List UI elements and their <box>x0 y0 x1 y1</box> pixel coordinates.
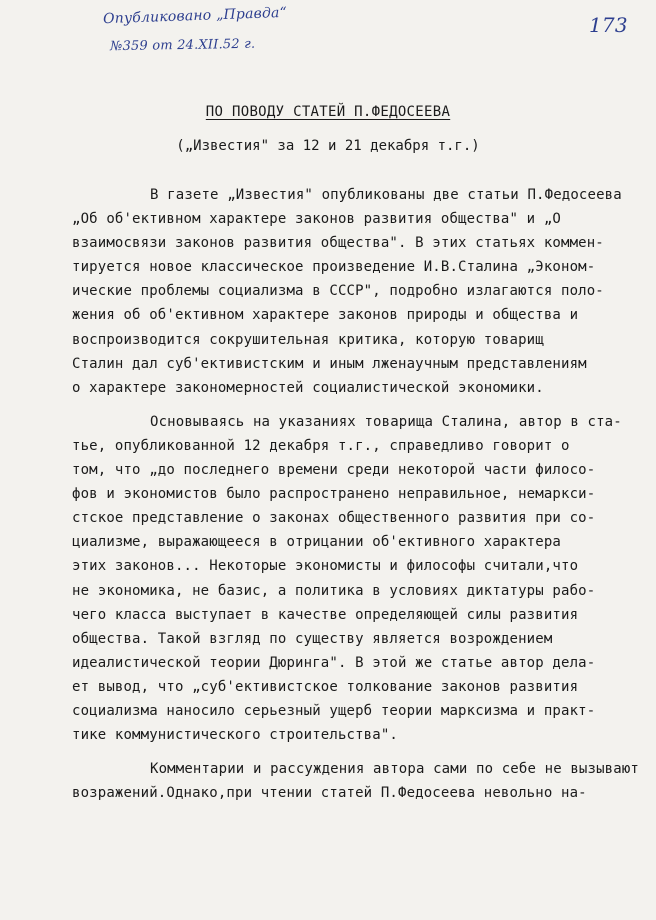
paragraph-1-line-8: Сталин дал суб'ективистским и иным лженаучным представлениям <box>72 355 587 372</box>
paragraph-2-line-13: социализма наносило серьезный ущерб теории марксизма и практ- <box>72 702 596 719</box>
document-subtitle: („Известия" за 12 и 21 декабря т.г.) <box>176 138 480 154</box>
paragraph-2-line-14: тике коммунистического строительства". <box>72 727 398 744</box>
paragraph-2-line-10: общества. Такой взгляд по существу является возрождением <box>72 630 553 647</box>
paragraph-2-line-1: Основываясь на указаниях товарища Сталина, автор в ста- <box>150 413 622 430</box>
paragraph-2-line-3: том, что „до последнего времени среди некоторой части филосо- <box>72 462 596 479</box>
paragraph-1-line-5: ические проблемы социализма в СССР", подробно излагаются поло- <box>72 283 604 300</box>
paragraph-3-line-1: Комментарии и рассуждения автора сами по себе не вызывают <box>150 761 639 778</box>
paragraph-1-line-3: взаимосвязи законов развития общества". В этих статьях коммен- <box>72 235 604 252</box>
paragraph-1-line-7: воспроизводится сокрушительная критика, которую товарищ <box>72 331 544 348</box>
paragraph-2-line-8: не экономика, не базис, а политика в условиях диктатуры рабо- <box>72 582 596 599</box>
paragraph-3-line-2: возражений.Однако,при чтении статей П.Федосеева невольно на- <box>72 785 587 802</box>
paragraph-2-line-9: чего класса выступает в качестве определяющей силы развития <box>72 606 579 623</box>
paragraph-1-line-6: жения об об'ективном характере законов природы и общества и <box>72 307 579 324</box>
handwritten-issue-text: №359 от 24.XII.52 г. <box>109 36 256 55</box>
paragraph-2-line-5: стское представление о законах общественного развития при со- <box>72 510 596 527</box>
page-number-text: 173 <box>589 13 628 37</box>
handwritten-issue-note <box>110 37 255 55</box>
paragraph-2-line-6: циализме, выражающееся в отрицании об'ективного характера <box>72 534 561 551</box>
paragraph-1-line-1: В газете „Известия" опубликованы две статьи П.Федосеева <box>150 187 622 203</box>
page-number <box>589 13 628 37</box>
document-body <box>72 183 642 805</box>
paragraph-2-line-11: идеалистической теории Дюринга". В этой же статье автор дела- <box>72 654 596 671</box>
document-title-text: ПО ПОВОДУ СТАТЕЙ П.ФЕДОСЕЕВА <box>205 104 451 120</box>
paragraph-2-line-7: этих законов... Некоторые экономисты и философы считали,что <box>72 558 579 575</box>
paragraph-2-line-12: ет вывод, что „суб'ективистское толкование законов развития <box>72 678 579 695</box>
paragraph-2-line-4: фов и экономистов было распространено неправильное, немаркси- <box>72 486 596 503</box>
paragraph-1-line-4: тируется новое классическое произведение И.В.Сталина „Эконом- <box>72 259 596 276</box>
document-title <box>0 104 656 120</box>
paragraph-1-line-2: „Об об'ективном характере законов развития общества" и „О <box>72 211 561 228</box>
handwritten-publication-note: Опубликовано „Правда“ <box>102 4 288 28</box>
paragraph-1-line-9: о характере закономерностей социалистической экономики. <box>72 379 544 396</box>
paragraph-2-line-2: тье, опубликованной 12 декабря т.г., справедливо говорит о <box>72 437 570 454</box>
